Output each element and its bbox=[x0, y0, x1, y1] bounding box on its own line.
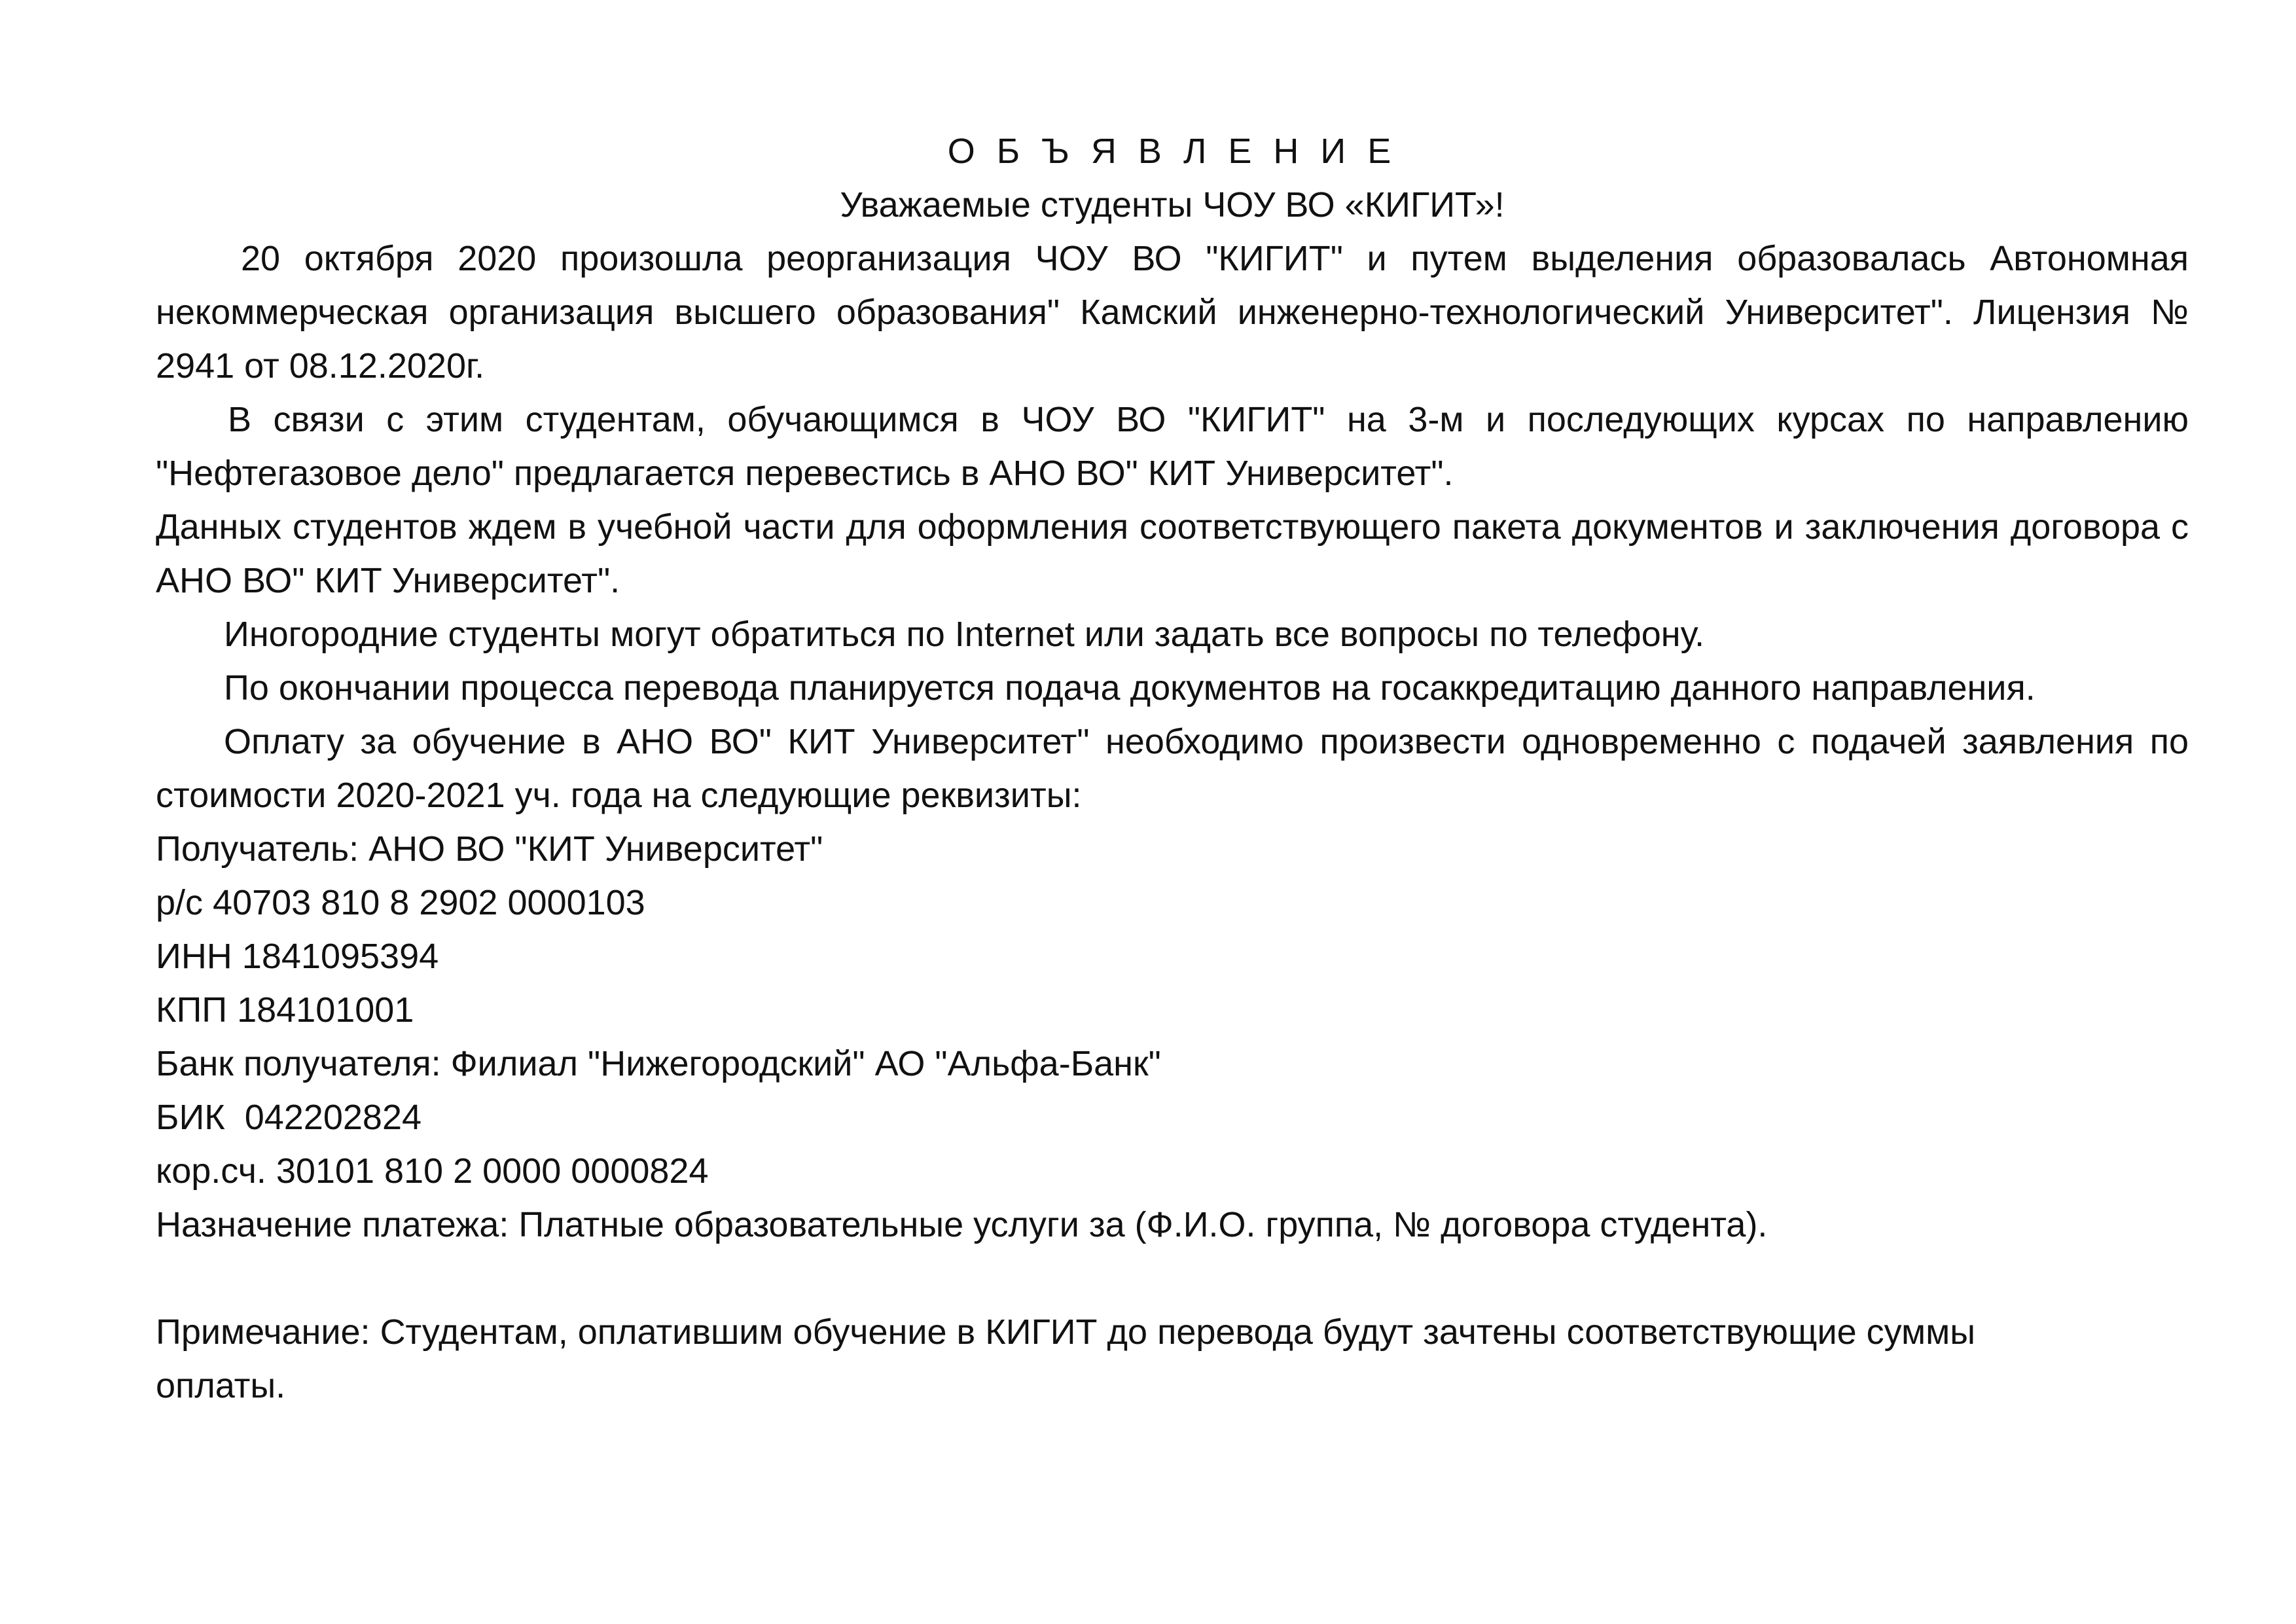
paragraph-reorganization: 20 октября 2020 произошла реорганизация ЧОУ ВО "КИГИТ" и путем выделения образовалась Автономная некоммерческая организация высшего образования" Камский инженерно-технологический Университет". Лицензия № 2941 от 08.12.2020г. bbox=[156, 239, 2189, 386]
note-paragraph: Примечание: Студентам, оплатившим обучение в КИГИТ до перевода будут зачтены соответствующие суммы оплаты. bbox=[156, 1312, 1976, 1405]
paragraph-documents: Данных студентов ждем в учебной части для оформления соответствующего пакета документов и заключения договора с АНО ВО" КИТ Университет". bbox=[156, 507, 2189, 600]
requisite-recipient: Получатель: АНО ВО "КИТ Университет" bbox=[156, 829, 823, 869]
paragraph-remote-students: Иногородние студенты могут обратиться по Internet или задать все вопросы по телефону. bbox=[224, 615, 1705, 654]
payment-requisites bbox=[156, 822, 2189, 1252]
paragraph-payment: Оплату за обучение в АНО ВО" КИТ Университет" необходимо произвести одновременно с подачей заявления по стоимости 2020-2021 уч. года на следующие реквизиты: bbox=[156, 722, 2189, 815]
paragraph-accreditation: По окончании процесса перевода планируется подача документов на госаккредитацию данного направления. bbox=[224, 668, 2036, 708]
greeting-line: Уважаемые студенты ЧОУ ВО «КИГИТ»! bbox=[840, 185, 1505, 225]
requisite-kpp: КПП 184101001 bbox=[156, 990, 414, 1030]
requisite-bank: Банк получателя: Филиал "Нижегородский" АО "Альфа-Банк" bbox=[156, 1044, 1161, 1083]
paragraph-transfer-offer: В связи с этим студентам, обучающимся в ЧОУ ВО "КИГИТ" на 3-м и последующих курсах по направлению "Нефтегазовое дело" предлагается перевестись в АНО ВО" КИТ Университет". bbox=[156, 400, 2189, 493]
requisite-inn: ИНН 1841095394 bbox=[156, 937, 439, 976]
document-title: О Б Ъ Я В Л Е Н И Е bbox=[947, 132, 1397, 171]
requisite-bik: БИК 042202824 bbox=[156, 1098, 422, 1137]
requisite-account: р/с 40703 810 8 2902 0000103 bbox=[156, 883, 645, 922]
requisite-purpose: Назначение платежа: Платные образовательные услуги за (Ф.И.О. группа, № договора студента). bbox=[156, 1205, 1768, 1244]
announcement-page bbox=[156, 124, 2189, 1413]
requisite-corr-account: кор.сч. 30101 810 2 0000 0000824 bbox=[156, 1151, 709, 1191]
